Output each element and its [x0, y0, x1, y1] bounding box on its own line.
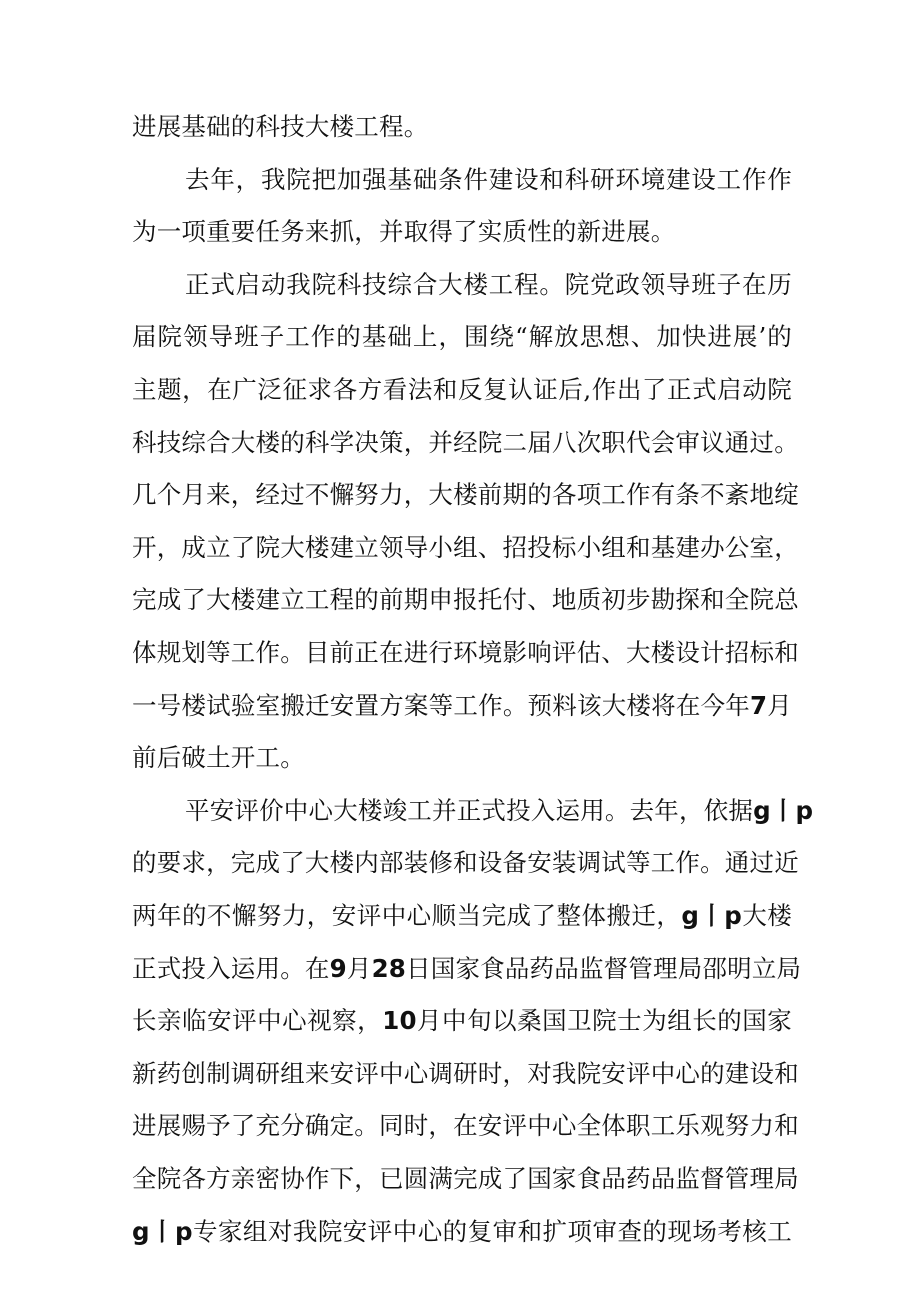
text-line: 的要求，完成了大楼内部装修和设备安装调试等工作。通过近 — [132, 848, 799, 878]
text-line: 全院各方亲密协作下，已圆满完成了国家食品药品监督管理局 — [132, 1164, 799, 1193]
text-line: 平安评价中心大楼竣工并正式投入运用。去年，依据g丨p — [185, 795, 814, 825]
text-line: 进展赐予了充分确定。同时，在安评中心全体职工乐观努力和 — [132, 1111, 799, 1141]
text-line: 进展基础的科技大楼工程。 — [132, 112, 429, 141]
text-line: 完成了大楼建立工程的前期申报托付、地质初步勘探和全院总 — [132, 585, 799, 615]
text-line: 正式投入运用。在9月28日国家食品药品监督管理局邵明立局 — [132, 953, 802, 983]
bold-token: 9 — [329, 953, 347, 983]
bold-token: g丨p — [753, 795, 814, 825]
text-line: 新药创制调研组来安评中心调研时，对我院安评中心的建设和 — [132, 1058, 799, 1088]
text-line: 开，成立了院大楼建立领导小组、招投标小组和基建办公室， — [132, 532, 799, 562]
text-line: g丨p专家组对我院安评中心的复审和扩项审查的现场考核工 — [132, 1216, 792, 1246]
text-line: 两年的不懈努力，安评中心顺当完成了整体搬迁，g丨p大楼 — [132, 901, 792, 930]
bold-token: 10 — [382, 1006, 417, 1036]
text-line: 去年，我院把加强基础条件建设和科研环境建设工作作 — [185, 164, 792, 194]
text-line: 主题，在广泛征求各方看法和反复认证后,作出了正式启动院 — [132, 375, 792, 404]
text-line: 一号楼试验室搬迁安置方案等工作。预料该大楼将在今年7月 — [132, 690, 793, 720]
bold-token: 28 — [371, 953, 407, 983]
text-line: 为一项重要任务来抓，并取得了实质性的新进展。 — [132, 217, 676, 247]
text-line: 科技综合大楼的科学决策，并经院二届八次职代会审议通过。 — [132, 427, 799, 457]
text-line: 长亲临安评中心视察，10月中旬以桑国卫院士为组长的国家 — [132, 1006, 793, 1036]
text-line: 体规划等工作。目前正在进行环境影响评估、大楼设计招标和 — [132, 638, 799, 667]
text-line: 正式启动我院科技综合大楼工程。院党政领导班子在历 — [185, 269, 792, 299]
text-line: 几个月来，经过不懈努力，大楼前期的各项工作有条不紊地绽 — [132, 480, 799, 510]
bold-token: 7 — [750, 690, 768, 720]
text-line: 届院领导班子工作的基础上，围绕“解放思想、加快进展’的 — [132, 322, 792, 352]
text-line: 前后破土开工。 — [132, 743, 305, 773]
bold-token: g丨p — [681, 901, 743, 930]
bold-token: g丨p — [132, 1216, 193, 1246]
